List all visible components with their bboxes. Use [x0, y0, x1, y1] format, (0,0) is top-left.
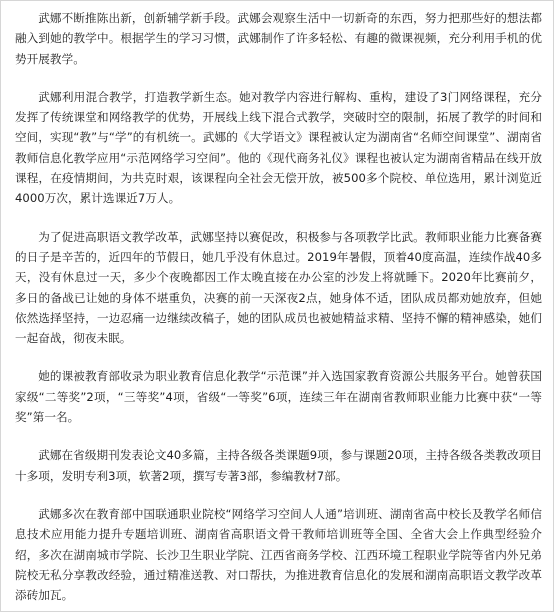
- paragraph-awards: 她的课被教育部收录为职业教育信息化教学“示范课”并入选国家教育资源公共服务平台。她曾获国家级“二等奖”2项，“三等奖”4项，省级“一等奖”6项，连续三年在湖南省教师职业能力比赛中获“一等奖”第一名。: [15, 369, 542, 425]
- paragraph-research: 武娜在省级期刊发表论文40多篇，主持各级各类课题9项，参与课题20项，主持各级各类教改项目十多项，发明专利3项，软著2项，撰写专著3部，参编教材7部。: [15, 448, 542, 483]
- paragraph-innovation: 武娜不断推陈出新，创新辅学新手段。武娜会观察生活中一切新奇的东西，努力把那些好的想法都融入到她的教学中。根据学生的学习习惯，武娜制作了许多轻松、有趣的微课视频，充分利用手机的优势开展教学。: [15, 11, 542, 66]
- article-body: [15, 8, 542, 605]
- paragraph-competitions: 为了促进高职语文教学改革，武娜坚持以赛促改，积极参与各项教学比武。教师职业能力比赛备赛的日子是辛苦的，近四年的节假日，她几乎没有休息过。2019年暑假，顶着40度高温，连续作战40多天，没有休息过一天，多少个夜晚都因工作太晚直接在办公室的沙发上将就睡下。2020年比赛前夕，多日的备战已让她的身体不堪重负，决赛的前一天深夜2点，她身体不适，团队成员都劝她放弃，但她依然选择坚持，一边忍痛一边继续改稿子，她的团队成员也被她精益求精、坚持不懈的精神感染，她们一起奋战，彻夜未眠。: [15, 229, 542, 346]
- paragraph-sharing: 武娜多次在教育部中国联通职业院校“网络学习空间人人通”培训班、湖南省高中校长及教学名师信息技术应用能力提升专题培训班、湖南省高职语文骨干教师培训班等全国、全省大会上作典型经验介绍，多次在湖南城市学院、长沙卫生职业学院、江西省商务学校、江西环境工程职业学院等省内外兄弟院校无私分享教改经验，通过精准送教、对口帮扶，为推进教育信息化的发展和湖南高职语文教学改革添砖加瓦。: [15, 506, 542, 603]
- paragraph-blended-teaching: 武娜利用混合教学，打造教学新生态。她对教学内容进行解构、重构，建设了3门网络课程，充分发挥了传统课堂和网络教学的优势，开展线上线下混合式教学，突破时空的限制，拓展了教学的时间和空间，实现“教”与“学”的有机统一。武娜的《大学语文》课程被认定为湖南省“名师空间课堂”、湖南省教师信息化教学应用“示范网络学习空间”。他的《现代商务礼仪》课程也被认定为湖南省精品在线开放课程，在疫情期间，为共克时艰，该课程向全社会无偿开放，被500多个院校、单位选用，累计浏览近4000万次，累计选课近7万人。: [15, 89, 542, 206]
